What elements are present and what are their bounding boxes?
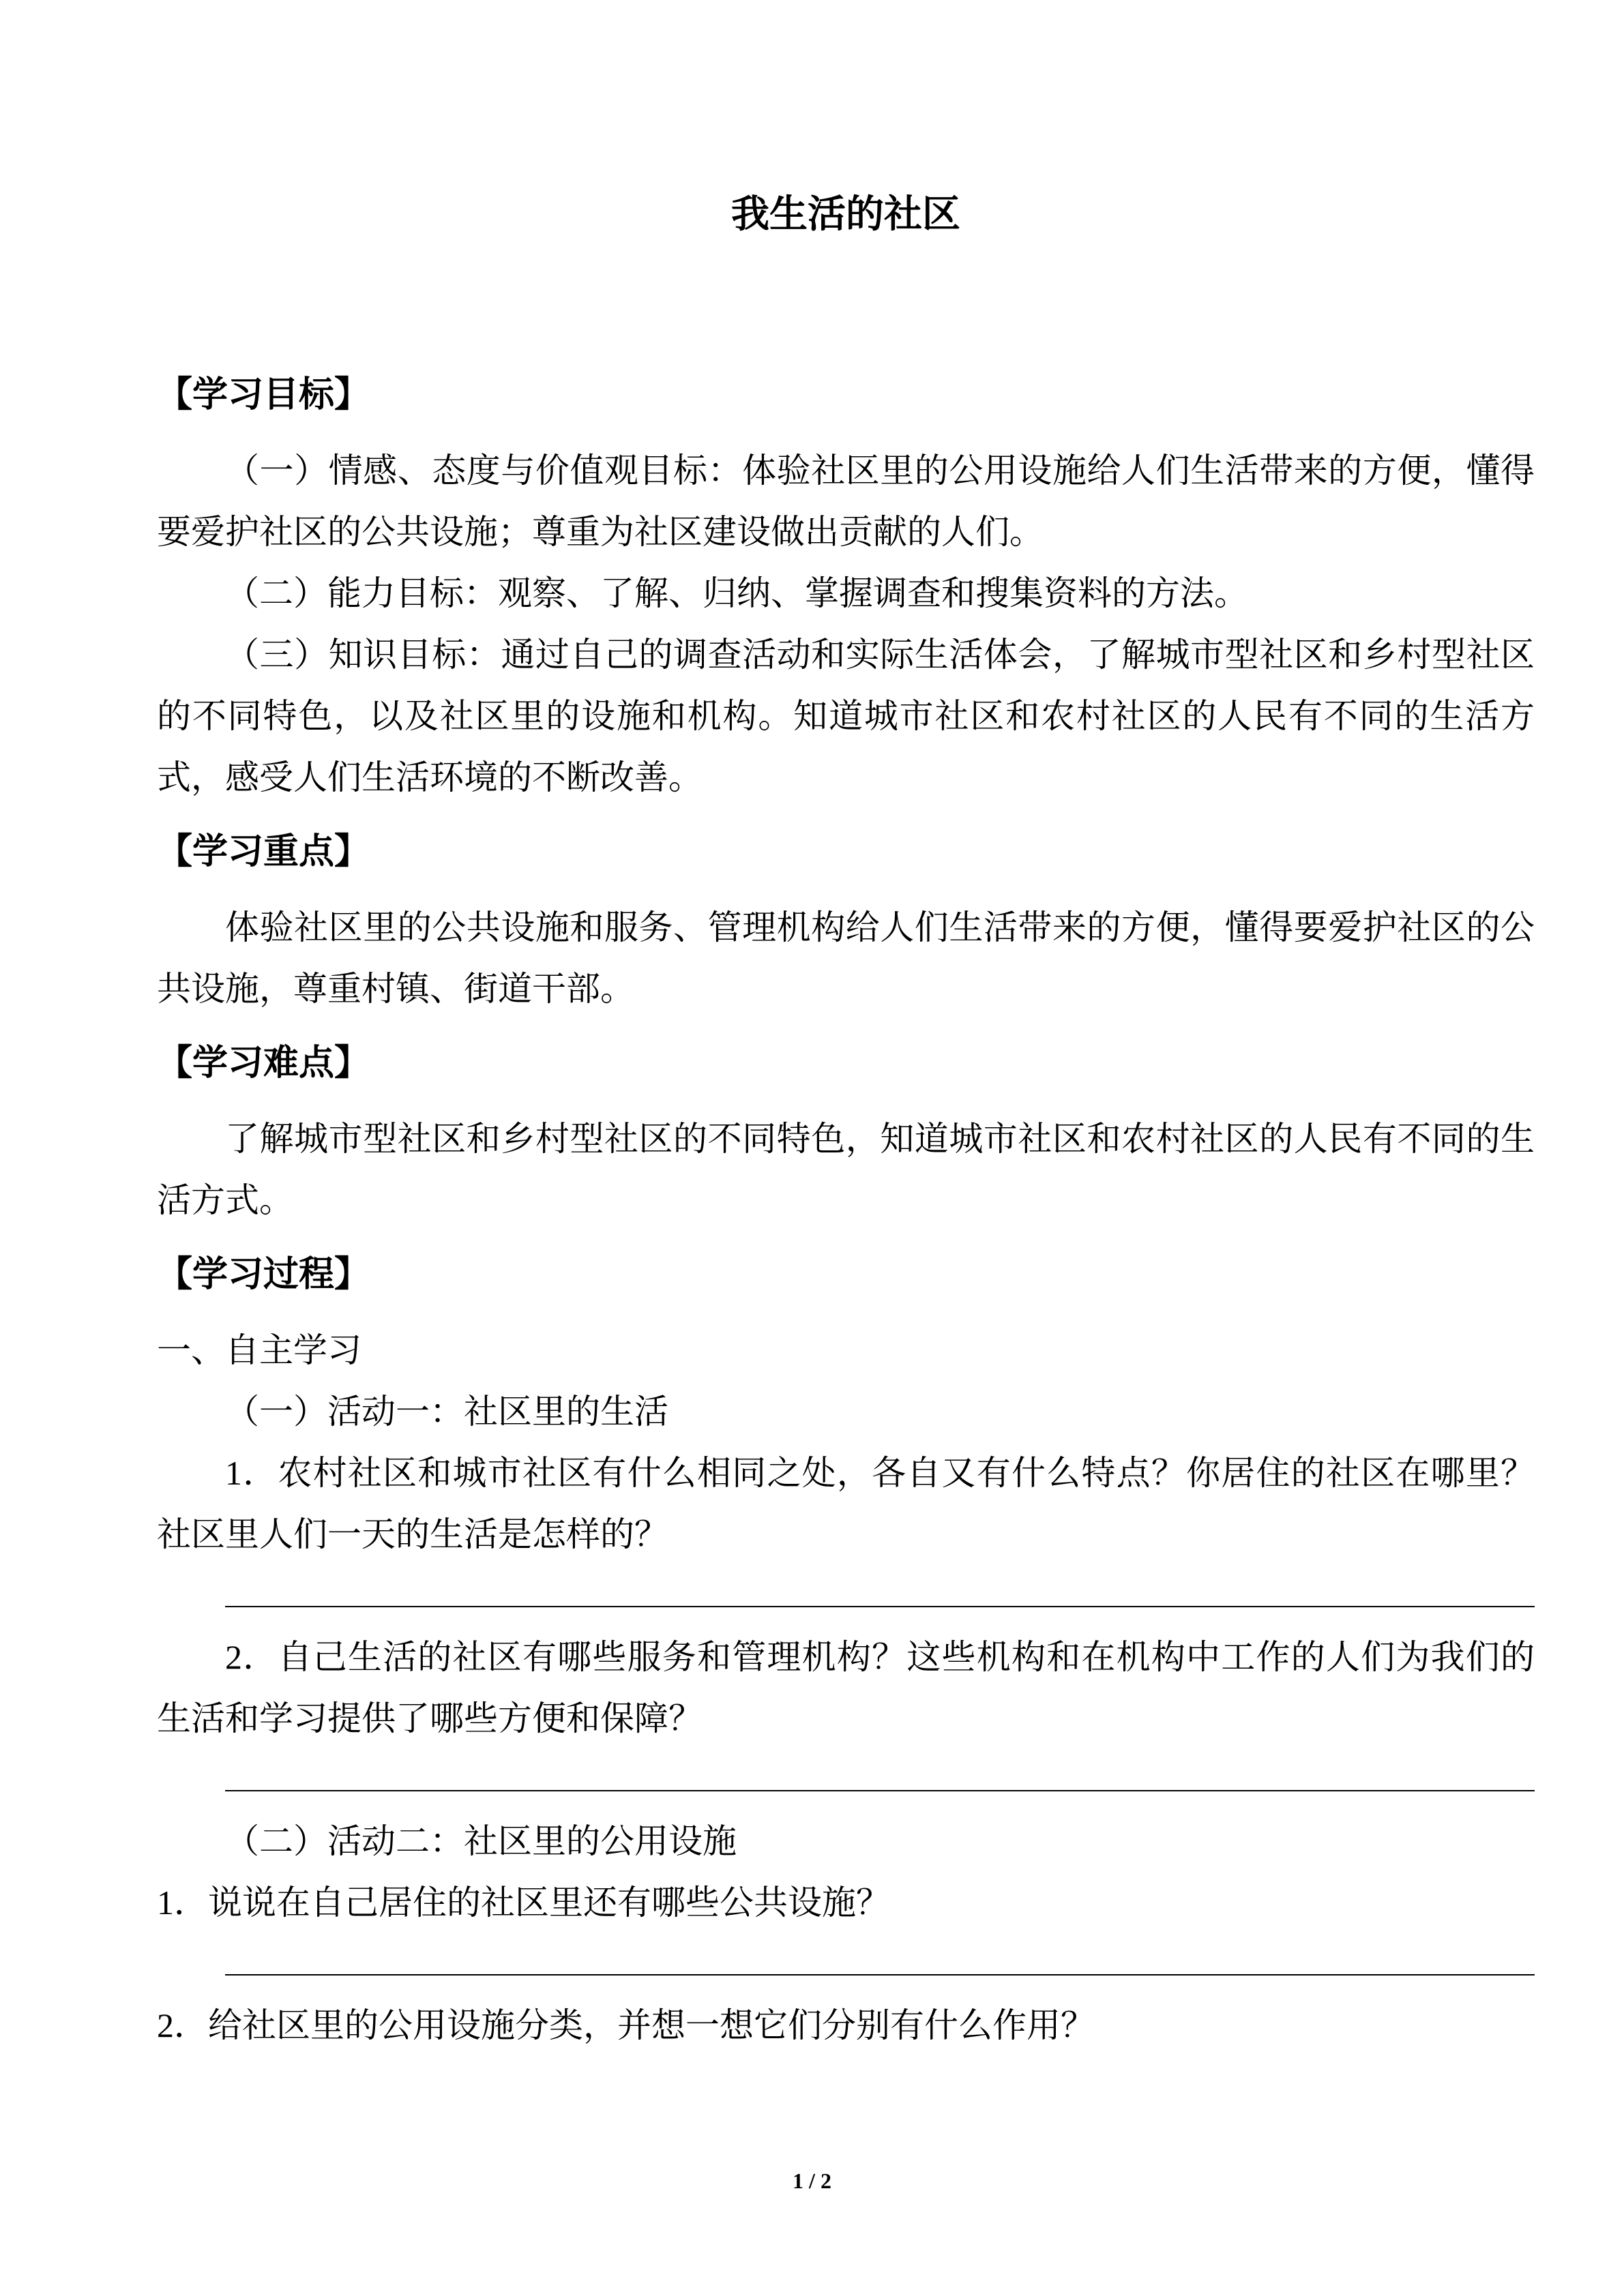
answer-line	[225, 1565, 1535, 1607]
paragraph: 2．给社区里的公用设施分类，并想一想它们分别有什么作用？	[157, 2006, 1095, 2044]
paragraph: 1．说说在自己居住的社区里还有哪些公共设施？	[157, 1883, 890, 1922]
section-heading: 【学习重点】	[157, 833, 370, 871]
paragraph: （一）情感、态度与价值观目标：体验社区里的公用设施给人们生活带来的方便，懂得要爱护社区的公共设施；尊重为社区建设做出贡献的人们。	[157, 451, 1535, 551]
paragraph: （二）能力目标：观察、了解、归纳、掌握调查和搜集资料的方法。	[225, 574, 1248, 612]
document-title: 我生活的社区	[731, 194, 960, 236]
paragraph: 1．农村社区和城市社区有什么相同之处，各自又有什么特点？你居住的社区在哪里？社区里人们一天的生活是怎样的？	[157, 1454, 1535, 1553]
answer-line	[225, 1933, 1535, 1976]
document-body	[157, 368, 1535, 2056]
paragraph: （三）知识目标：通过自己的调查活动和实际生活体会，了解城市型社区和乡村型社区的不同特色，以及社区里的设施和机构。知道城市社区和农村社区的人民有不同的生活方式，感受人们生活环境的不断改善。	[157, 636, 1535, 796]
answer-line	[225, 1749, 1535, 1791]
paragraph: 了解城市型社区和乡村型社区的不同特色，知道城市社区和农村社区的人民有不同的生活方式。	[157, 1120, 1535, 1219]
section-heading: 【学习难点】	[157, 1044, 370, 1083]
paragraph: 2．自己生活的社区有哪些服务和管理机构？这些机构和在机构中工作的人们为我们的生活和学习提供了哪些方便和保障？	[157, 1638, 1535, 1738]
section-heading: 【学习过程】	[157, 1255, 370, 1294]
paragraph: （一）活动一：社区里的生活	[225, 1392, 668, 1431]
paragraph: （二）活动二：社区里的公用设施	[225, 1822, 737, 1860]
paragraph: 一、自主学习	[157, 1331, 361, 1369]
paragraph: 体验社区里的公共设施和服务、管理机构给人们生活带来的方便，懂得要爱护社区的公共设施，尊重村镇、街道干部。	[157, 908, 1535, 1008]
page-number: 1 / 2	[793, 2168, 831, 2193]
section-heading: 【学习目标】	[157, 376, 370, 415]
